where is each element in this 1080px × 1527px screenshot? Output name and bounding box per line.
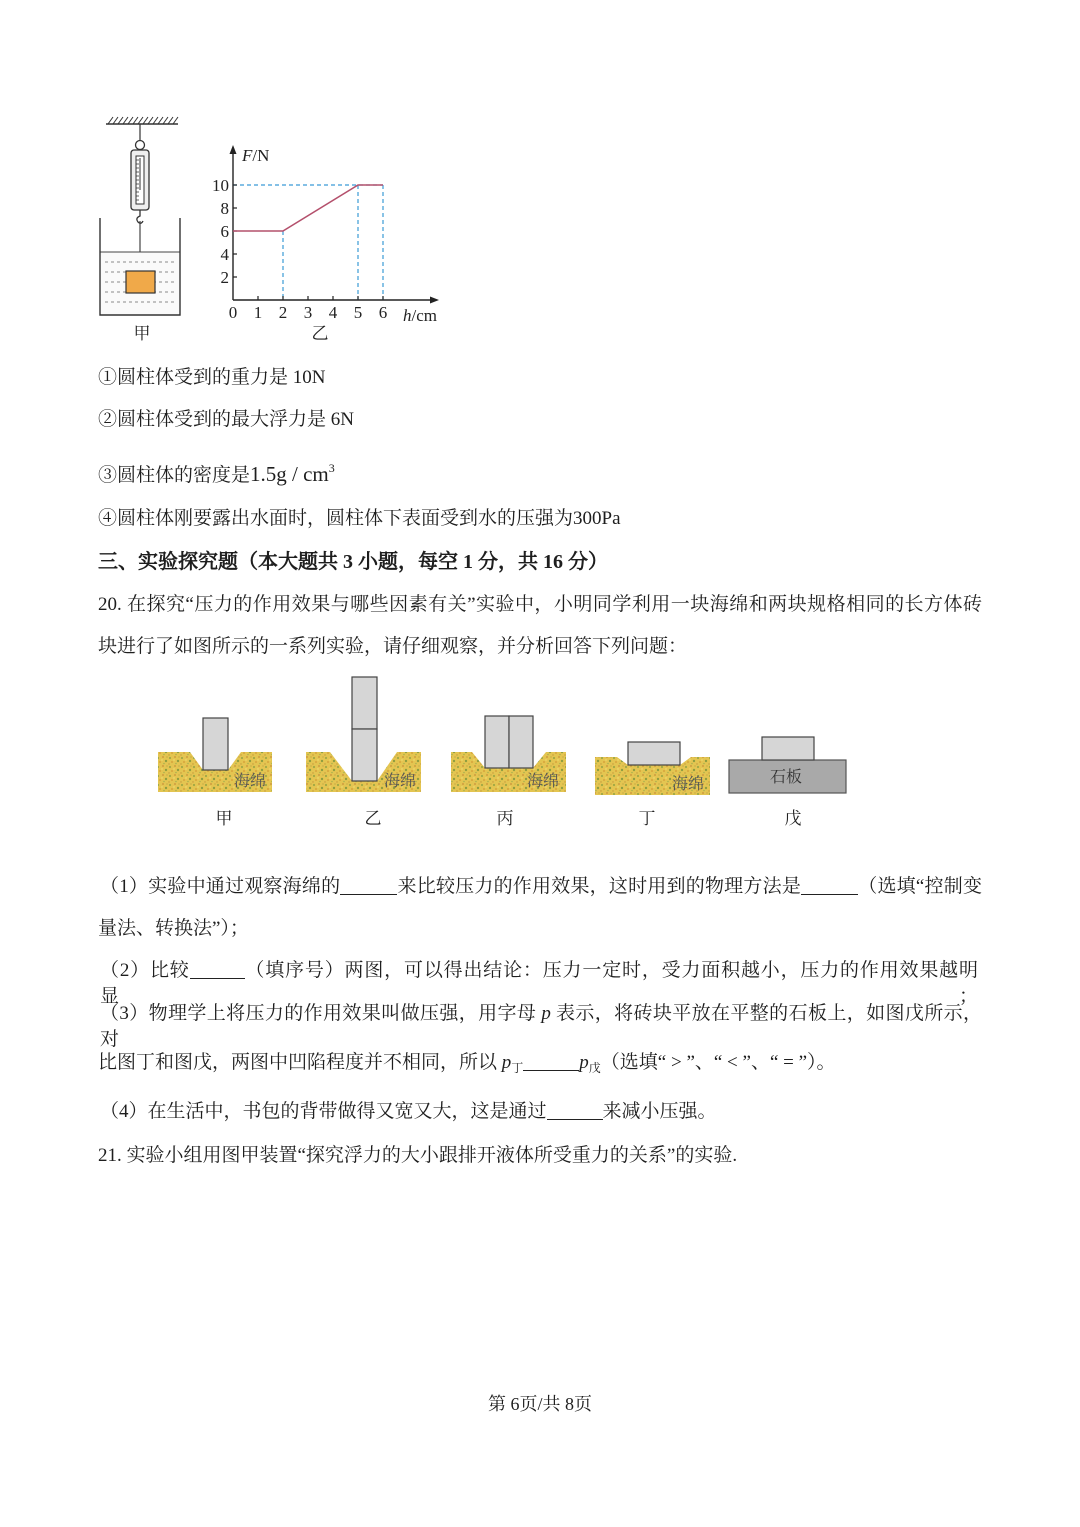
panel-yi: [306, 677, 421, 828]
section-heading: 三、实验探究题（本大题共 3 小题，每空 1 分，共 16 分）: [98, 551, 608, 573]
series-line: [233, 185, 383, 231]
brick-upright-top: [352, 677, 377, 729]
panel-wu: [729, 737, 846, 828]
panel-caption: 乙: [364, 809, 382, 828]
panel-caption: 甲: [215, 809, 233, 828]
panel-jia: [158, 718, 272, 828]
sub3-text-d: （选填“ > ”、“ < ”、“ = ”）。: [600, 1052, 836, 1073]
x-axis-label: [403, 306, 437, 325]
sub3-text-a: （3）物理学上将压力的作用效果叫做压强，用字母: [100, 1003, 542, 1024]
statement-3: [98, 452, 1058, 484]
statement-3-prefix: ③圆柱体的密度是: [98, 465, 251, 486]
pressure-symbol: p: [501, 1052, 512, 1073]
y-axis-unit: /N: [252, 146, 270, 165]
graph-caption: 乙: [311, 324, 329, 343]
answer-blank: [340, 877, 397, 895]
density-exponent: 3: [328, 461, 335, 475]
y-axis-arrow: [230, 145, 237, 154]
pressure-subscript-ding: 丁: [511, 1061, 524, 1075]
page-footer: 第 6页/共 8页: [487, 1394, 592, 1414]
panel-caption: 丙: [496, 809, 514, 828]
x-tick-label: 2: [278, 303, 288, 322]
x-tick-label: 4: [328, 303, 338, 322]
surface-label: 海绵: [671, 776, 705, 793]
brick-upright-bottom: [352, 729, 377, 781]
sub1-text-c: （选填“控制变: [858, 876, 982, 897]
surface-label: 石板: [769, 769, 803, 786]
brick-flat: [628, 742, 680, 765]
surface-label: 海绵: [383, 773, 417, 790]
sub2-text-a: （2）比较: [100, 960, 190, 981]
x-axis-arrow: [430, 297, 439, 304]
sub3-text-c: 比图丁和图戊，两图中凹陷程度并不相同，所以: [98, 1052, 502, 1073]
brick-flat: [762, 737, 814, 760]
cylinder-block: [126, 271, 155, 293]
statement-4: ④圆柱体刚要露出水面时，圆柱体下表面受到水的压强为300Pa: [98, 508, 621, 529]
x-axis-unit: /cm: [411, 306, 437, 325]
q20-sub2: [100, 958, 978, 1007]
q20-sub4: [100, 1099, 1060, 1125]
brick-upright-left: [485, 716, 509, 768]
density-value: 1.5g / cm: [250, 462, 329, 486]
answer-blank: [523, 1053, 579, 1071]
sub4-text-b: 来减小压强。: [602, 1101, 717, 1122]
x-tick-label: 6: [378, 303, 388, 322]
y-axis-var: F: [242, 146, 253, 165]
figure-buoyancy: [90, 105, 450, 350]
pressure-symbol: p: [541, 1003, 551, 1024]
x-tick-label: 3: [303, 303, 313, 322]
q20-sub3-line-1: [100, 1001, 982, 1050]
panel-caption: 戊: [784, 809, 802, 828]
brick-upright: [203, 718, 228, 770]
scale-ring: [136, 141, 145, 150]
sub3-text-b: 表示，将砖块平放在平整的石板上，如图戊所示，对: [100, 1003, 982, 1050]
brick-upright-right: [509, 716, 533, 768]
answer-blank: [801, 877, 858, 895]
panel-caption: 丁: [638, 809, 656, 828]
graph-yi: [212, 145, 439, 343]
y-tick-label: 4: [220, 245, 229, 264]
panel-bing: [451, 716, 566, 828]
q20-line-1: 20. 在探究“压力的作用效果与哪些因素有关”实验中，小明同学利用一块海绵和两块规格相同的长方体砖: [98, 594, 982, 615]
y-tick-label: 2: [220, 268, 229, 287]
q20-sub3-line-2: [98, 1050, 1058, 1080]
q20-sub1-line-1: [100, 874, 982, 900]
sub1-text-a: （1）实验中通过观察海绵的: [100, 876, 341, 897]
sub1-text-b: 来比较压力的作用效果，这时用到的物理方法是: [397, 876, 802, 897]
surface-label: 海绵: [526, 773, 560, 790]
panel-ding: [595, 742, 710, 828]
x-tick-label: 5: [353, 303, 363, 322]
x-axis-var: h: [403, 306, 412, 325]
surface-label: 海绵: [233, 773, 267, 790]
q20-line-2: 块进行了如图所示的一系列实验，请仔细观察，并分析回答下列问题：: [98, 636, 688, 657]
y-axis-label: [241, 146, 269, 165]
y-tick-label: 8: [220, 199, 229, 218]
statement-1: ①圆柱体受到的重力是 10N: [98, 367, 326, 388]
ceiling-hatch: [108, 117, 178, 124]
apparatus-caption: 甲: [133, 324, 151, 343]
y-tick-label: 6: [220, 222, 229, 241]
sub4-text-a: （4）在生活中，书包的背带做得又宽又大，这是通过: [100, 1101, 547, 1122]
sub2-text-b: （填序号）两图，可以得出结论：压力一定时，受力面积越小，压力的作用效果越明显；: [100, 960, 978, 1007]
q20-sub1-line-2: 量法、转换法”）；: [98, 918, 249, 939]
x-tick-label: 0: [228, 303, 238, 322]
pressure-subscript-wu: 戊: [588, 1061, 601, 1075]
apparatus-jia: [100, 117, 180, 343]
figure-pressure-experiment: [150, 668, 860, 833]
answer-blank: [190, 961, 245, 979]
y-tick-label: 10: [212, 176, 229, 195]
x-tick-label: 1: [253, 303, 263, 322]
statement-2: ②圆柱体受到的最大浮力是 6N: [98, 409, 354, 430]
answer-blank: [547, 1102, 603, 1120]
q21: 21. 实验小组用图甲装置“探究浮力的大小跟排开液体所受重力的关系”的实验.: [98, 1145, 738, 1166]
pressure-symbol: p: [579, 1052, 589, 1073]
